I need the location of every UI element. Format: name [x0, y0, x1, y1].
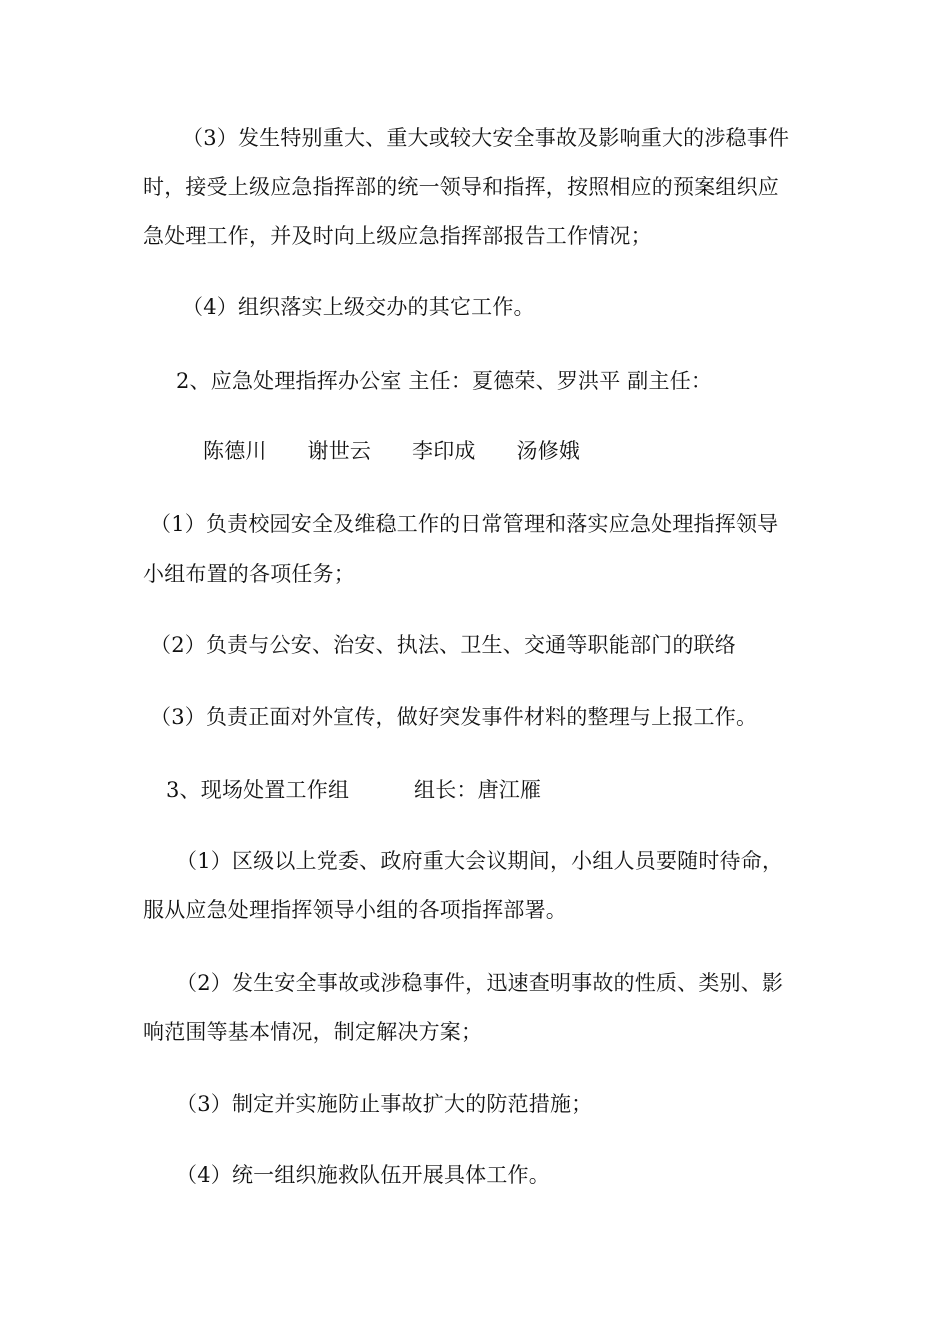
person-name: 汤修娥	[516, 439, 581, 463]
paragraph-line: 响范围等基本情况，制定解决方案；	[143, 1020, 483, 1044]
paragraph-line: 时，接受上级应急指挥部的统一领导和指挥，按照相应的预案组织应	[143, 175, 779, 199]
names-row	[203, 436, 614, 466]
person-name: 陈德川	[203, 439, 267, 463]
paragraph-line: （3）发生特别重大、重大或较大安全事故及影响重大的涉稳事件	[182, 126, 790, 150]
paragraph-line: （1）区级以上党委、政府重大会议期间，小组人员要随时待命，	[176, 849, 784, 873]
paragraph-line: 服从应急处理指挥领导小组的各项指挥部署。	[143, 898, 567, 922]
paragraph-line: （3）负责正面对外宣传，做好突发事件材料的整理与上报工作。	[150, 705, 758, 729]
paragraph-line: （2）发生安全事故或涉稳事件，迅速查明事故的性质、类别、影	[176, 971, 784, 995]
paragraph-line: 小组布置的各项任务；	[143, 562, 355, 586]
paragraph-line: （4）统一组织施救队伍开展具体工作。	[176, 1163, 550, 1187]
paragraph-line: 急处理工作，并及时向上级应急指挥部报告工作情况；	[143, 224, 652, 248]
paragraph-line: （4）组织落实上级交办的其它工作。	[182, 295, 535, 319]
paragraph-line: （3）制定并实施防止事故扩大的防范措施；	[176, 1092, 593, 1116]
section-heading: 3、现场处置工作组	[166, 778, 350, 802]
group-leader: 组长：唐江雁	[414, 778, 542, 802]
paragraph-line: （1）负责校园安全及维稳工作的日常管理和落实应急处理指挥领导	[150, 512, 779, 536]
person-name: 谢世云	[307, 439, 372, 463]
person-name: 李印成	[412, 439, 476, 463]
paragraph-line: （2）负责与公安、治安、执法、卫生、交通等职能部门的联络	[150, 633, 736, 657]
section-heading: 2、应急处理指挥办公室 主任：夏德荣、罗洪平 副主任：	[176, 369, 713, 393]
